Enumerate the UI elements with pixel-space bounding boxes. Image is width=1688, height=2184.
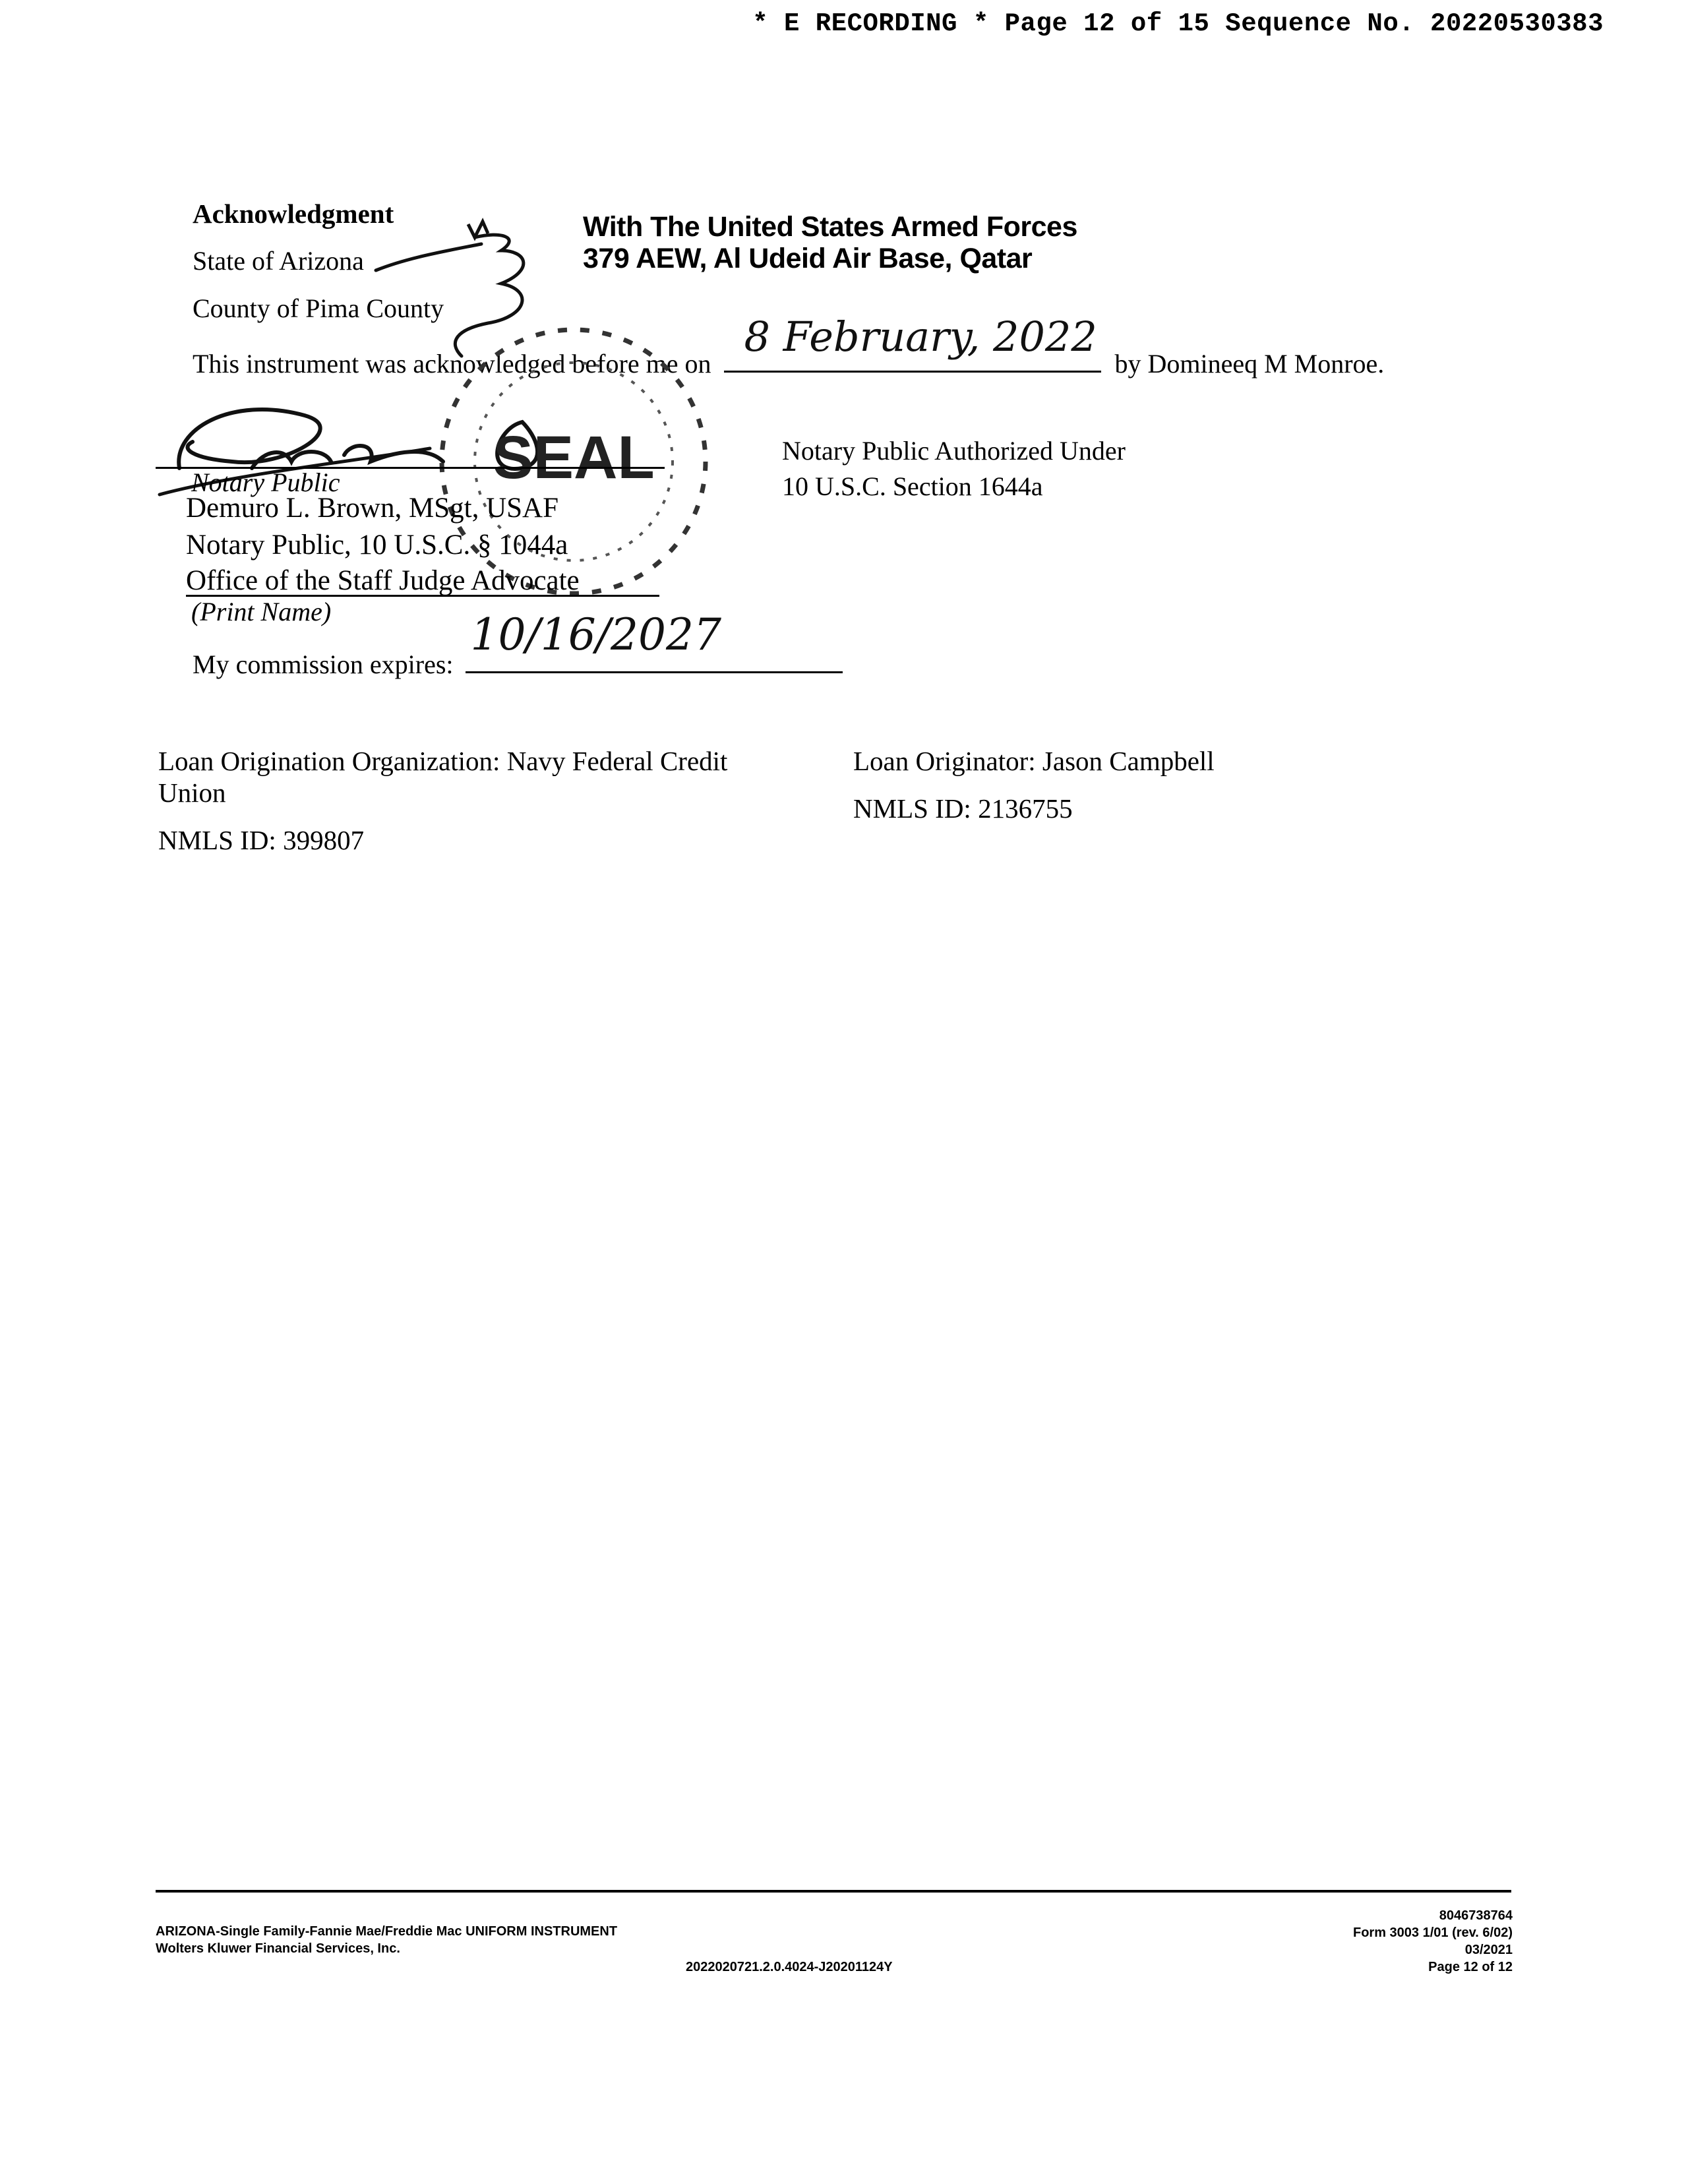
armed-forces-stamp-line1: With The United States Armed Forces xyxy=(583,211,1077,243)
notary-public-label: Notary Public xyxy=(191,468,340,497)
instrument-prefix: This instrument was acknowledged before me on xyxy=(193,349,711,379)
loan-org-line1: Loan Origination Organization: Navy Federal Credit xyxy=(158,746,728,776)
loan-org-nmls: NMLS ID: 399807 xyxy=(158,825,365,855)
footer-form-date: 03/2021 xyxy=(1464,1943,1513,1957)
footer-instrument-line2: Wolters Kluwer Financial Services, Inc. xyxy=(156,1941,400,1956)
armed-forces-stamp-line2: 379 AEW, Al Udeid Air Base, Qatar xyxy=(583,243,1033,274)
footer-doc-code: 2022020721.2.0.4024-J20201124Y xyxy=(686,1960,893,1974)
commission-label: My commission expires: xyxy=(193,650,454,679)
loan-originator: Loan Originator: Jason Campbell xyxy=(853,746,1215,776)
notary-office-line: Office of the Staff Judge Advocate xyxy=(186,565,580,596)
commission-blank xyxy=(466,609,843,673)
state-line: State of Arizona xyxy=(193,246,364,276)
footer-form-number: Form 3003 1/01 (rev. 6/02) xyxy=(1353,1926,1513,1940)
loan-org-line2: Union xyxy=(158,777,226,808)
authorized-line1: Notary Public Authorized Under xyxy=(782,436,1126,466)
footer-loan-number: 8046738764 xyxy=(1439,1908,1513,1923)
acknowledgment-title: Acknowledgment xyxy=(193,198,394,229)
commission-date: 10/16/2027 xyxy=(470,609,721,660)
authorized-line2: 10 U.S.C. Section 1644a xyxy=(782,471,1043,501)
loan-originator-nmls: NMLS ID: 2136755 xyxy=(853,793,1073,824)
print-name-label: (Print Name) xyxy=(191,597,332,626)
date-blank xyxy=(724,313,1101,373)
notary-name-line: Demuro L. Brown, MSgt, USAF xyxy=(186,493,559,524)
footer-instrument-line1: ARIZONA-Single Family-Fannie Mae/Freddie Mac UNIFORM INSTRUMENT xyxy=(156,1924,618,1939)
seal-text: SEAL xyxy=(493,424,655,491)
county-line: County of Pima County xyxy=(193,293,444,323)
footer-page-label: Page 12 of 12 xyxy=(1428,1960,1513,1974)
notary-title-line: Notary Public, 10 U.S.C. § 1044a xyxy=(186,530,568,561)
instrument-suffix: by Domineeq M Monroe. xyxy=(1114,349,1385,379)
recording-header: * E RECORDING * Page 12 of 15 Sequence No. 20220530383 xyxy=(752,9,1604,38)
handwritten-date: 8 February, 2022 xyxy=(744,313,1097,361)
footer-rule xyxy=(156,1890,1511,1893)
